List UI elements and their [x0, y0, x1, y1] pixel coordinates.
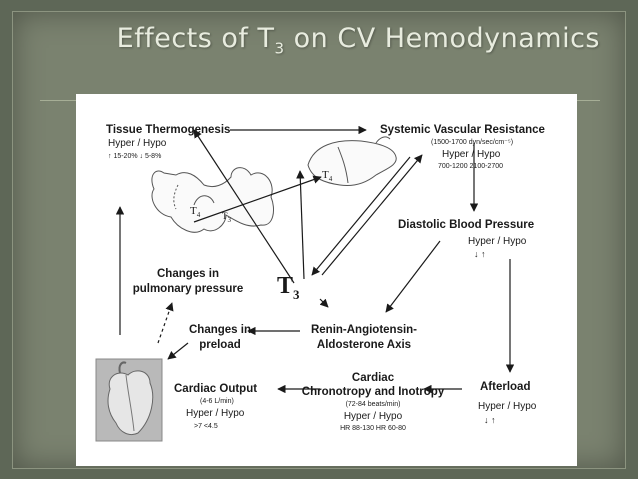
tissue-thermogenesis-title: Tissue Thermogenesis — [106, 124, 231, 136]
heart-illustration — [96, 359, 162, 441]
chronotropy-normal: (72-84 beats/min) — [345, 401, 401, 408]
svr-title: Systemic Vascular Resistance — [380, 124, 545, 136]
pulmonary-pressure-label: Changes in pulmonary pressure — [132, 268, 244, 295]
dbp-hyper-hypo: Hyper / Hypo — [468, 236, 527, 247]
cardiac-output-normal: (4-6 L/min) — [200, 398, 234, 405]
dbp-title: Diastolic Blood Pressure — [398, 219, 535, 231]
cardiac-output-hyper-hypo: Hyper / Hypo — [186, 408, 245, 419]
svr-values: 700-1200 2100-2700 — [438, 163, 504, 170]
svr-normal-range: (1500-1700 dyn/sec/cm⁻⁵) — [431, 139, 514, 146]
hemodynamics-diagram — [76, 94, 577, 466]
chronotropy-inotropy-title: Cardiac Chronotropy and Inotropy — [301, 372, 445, 398]
tissue-changes: ↑ 15-20% ↓ 5-8% — [108, 153, 162, 160]
thyroid-t3-label: $T_3$ — [222, 211, 231, 224]
thyroid-t4-label: $T_4$ — [190, 205, 201, 220]
afterload-title: Afterload — [480, 381, 531, 393]
cardiac-output-title: Cardiac Output — [174, 383, 258, 395]
cardiac-output-values: >7 <4.5 — [194, 423, 218, 430]
svr-hyper-hypo: Hyper / Hypo — [442, 149, 501, 160]
preload-label: Changes in preload — [189, 324, 251, 351]
dbp-arrows: ↓ ↑ — [474, 249, 486, 259]
tissue-hyper-hypo: Hyper / Hypo — [108, 138, 167, 149]
afterload-hyper-hypo: Hyper / Hypo — [478, 401, 537, 412]
chronotropy-values: HR 88-130 HR 60-80 — [340, 425, 406, 432]
liver-t4-label: $T_4$ — [322, 169, 333, 184]
raas-label: Renin-Angiotensin- Aldosterone Axis — [310, 324, 418, 351]
afterload-arrows: ↓ ↑ — [484, 415, 496, 425]
central-t3-label: $T_3$ — [277, 273, 300, 302]
chronotropy-hyper-hypo: Hyper / Hypo — [343, 411, 403, 422]
slide-title: Effects of $T_3$ on CV Hemodynamics — [116, 23, 600, 58]
